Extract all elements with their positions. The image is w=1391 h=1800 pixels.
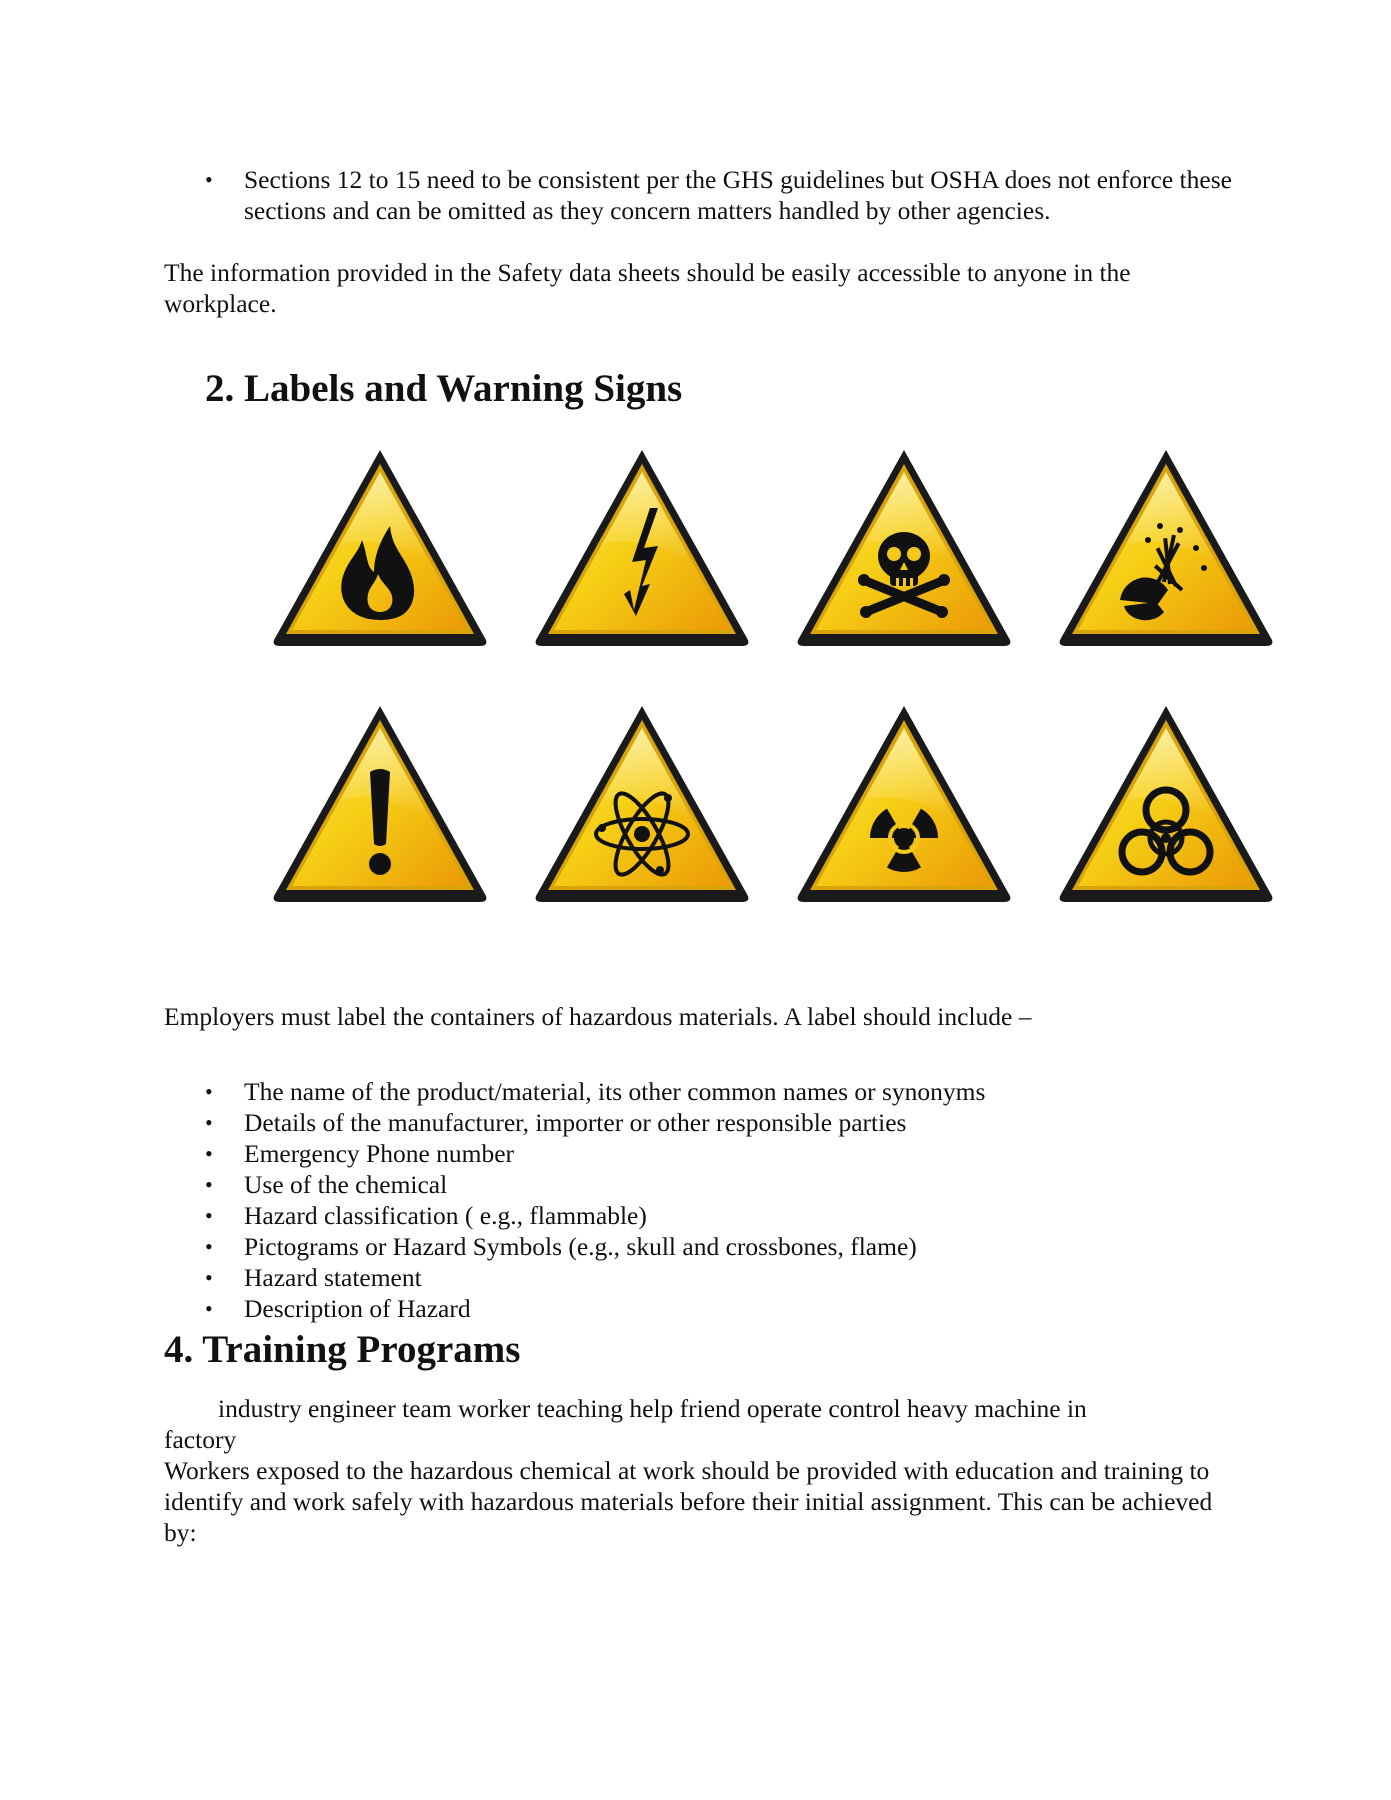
flammable-sign — [270, 444, 490, 650]
label-intro-paragraph: Employers must label the containers of hazardous materials. A label should include – — [164, 1002, 1032, 1031]
list-item: • The name of the product/material, its other common names or synonyms — [205, 1077, 986, 1106]
explosive-sign — [1056, 444, 1276, 650]
list-item: • Hazard classification ( e.g., flammable) — [205, 1201, 647, 1230]
radiation-icon — [794, 700, 1014, 906]
flammable-icon — [270, 444, 490, 650]
training-paragraph: Workers exposed to the hazardous chemical at work should be provided with education and training to identify and work safely with hazardous materials before their initial assignment. This can be achieved by: — [164, 1456, 1213, 1547]
list-item: • Description of Hazard — [205, 1294, 471, 1323]
toxic-sign — [794, 444, 1014, 650]
bullet-icon: • — [205, 1203, 213, 1228]
list-item: • Emergency Phone number — [205, 1139, 515, 1168]
biohazard-icon — [1056, 700, 1276, 906]
bullet-icon: • — [205, 1079, 213, 1104]
section-4-heading: 4. Training Programs — [164, 1328, 521, 1371]
bullet-icon: • — [205, 1296, 213, 1321]
section-2-heading: 2. Labels and Warning Signs — [205, 367, 683, 410]
warning-sign — [270, 700, 490, 906]
list-item: • Details of the manufacturer, importer or other responsible parties — [205, 1108, 907, 1137]
list-item: • Sections 12 to 15 need to be consistent per the GHS guidelines but OSHA does not enforce these sections and can be omitted as they concern matters handled by other agencies. — [205, 165, 1232, 225]
high-voltage-icon — [532, 444, 752, 650]
high-voltage-sign — [532, 444, 752, 650]
toxic-skull-icon — [794, 444, 1014, 650]
radiation-sign — [794, 700, 1014, 906]
warning-signs-grid — [270, 444, 1276, 904]
bullet-icon: • — [205, 167, 213, 192]
list-item: • Hazard statement — [205, 1263, 422, 1292]
atom-icon — [532, 700, 752, 906]
image-caption: industry engineer team worker teaching help friend operate control heavy machine in factory — [164, 1394, 1087, 1454]
bullet-icon: • — [205, 1172, 213, 1197]
label-requirements-list — [164, 1076, 1244, 1324]
top-bullet-list — [164, 164, 1244, 226]
safety-data-paragraph: The information provided in the Safety data sheets should be easily accessible to anyone in the workplace. — [164, 258, 1131, 318]
bullet-icon: • — [205, 1110, 213, 1135]
exclamation-icon — [270, 700, 490, 906]
atomic-sign — [532, 700, 752, 906]
list-item: • Pictograms or Hazard Symbols (e.g., skull and crossbones, flame) — [205, 1232, 917, 1261]
explosive-icon — [1056, 444, 1276, 650]
list-item: • Use of the chemical — [205, 1170, 448, 1199]
bullet-icon: • — [205, 1265, 213, 1290]
bullet-icon: • — [205, 1234, 213, 1259]
biohazard-sign — [1056, 700, 1276, 906]
bullet-icon: • — [205, 1141, 213, 1166]
